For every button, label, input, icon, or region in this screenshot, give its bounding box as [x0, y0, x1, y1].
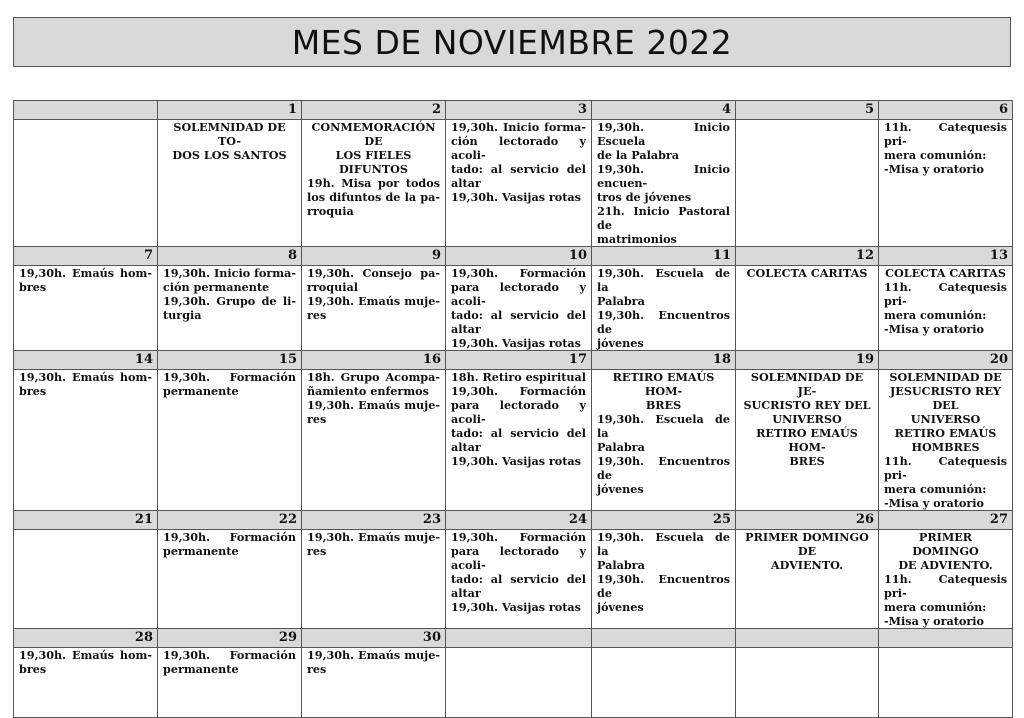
day-cell — [736, 370, 879, 511]
event-text-line: 19h. Misa por todos — [307, 176, 440, 190]
day-cell — [736, 120, 879, 247]
event-text-line: para lectorado y acoli- — [451, 544, 586, 572]
event-text-line: ADVIENTO. — [770, 558, 844, 572]
event-text-line: altar — [451, 440, 481, 454]
day-number — [446, 629, 592, 648]
day-number: 28 — [14, 629, 158, 648]
event-text-line: tado: al servicio del — [451, 426, 586, 440]
event-text-line: 19,30h. Emaús muje- — [307, 530, 440, 544]
event-text-line: altar — [451, 322, 481, 336]
day-number — [14, 101, 158, 120]
week-events-row — [14, 648, 1013, 718]
event-text-line: 19,30h. Emaús muje- — [307, 294, 440, 308]
day-cell — [736, 266, 879, 351]
event-text-line: para lectorado y acoli- — [451, 398, 586, 426]
day-cell — [446, 370, 592, 511]
day-number: 27 — [879, 511, 1013, 530]
day-number: 30 — [302, 629, 446, 648]
week-events-row — [14, 266, 1013, 351]
day-number: 7 — [14, 247, 158, 266]
event-text-line: 19,30h. Encuentros de — [597, 572, 730, 600]
day-number: 22 — [158, 511, 302, 530]
event-text-line: PRIMER DOMINGO DE — [745, 530, 869, 558]
day-cell — [879, 530, 1013, 629]
event-text-line: 19,30h. Vasijas rotas — [451, 336, 581, 350]
event-text-line: res — [307, 412, 327, 426]
event-text-line: res — [307, 662, 327, 676]
event-text-line: LOS FIELES DIFUNTOS — [335, 148, 412, 176]
day-cell — [14, 530, 158, 629]
day-cell — [302, 266, 446, 351]
day-cell — [736, 648, 879, 718]
event-text-line: Palabra — [597, 558, 645, 572]
event-text-line: ñamiento enfermos — [307, 384, 429, 398]
day-cell — [592, 370, 736, 511]
day-cell — [158, 648, 302, 718]
event-text-line: tado: al servicio del — [451, 308, 586, 322]
event-text-line: jóvenes — [597, 482, 644, 496]
day-cell — [446, 266, 592, 351]
event-text-line: 19,30h. Inicio forma- — [451, 120, 586, 134]
day-cell — [446, 120, 592, 247]
event-text-line: BRES — [789, 454, 825, 468]
event-text-line: Palabra — [597, 440, 645, 454]
event-text-line: SOLEMNIDAD DE JE- — [750, 370, 864, 398]
day-number: 2 — [302, 101, 446, 120]
day-number: 20 — [879, 351, 1013, 370]
event-text-line: UNIVERSO — [772, 412, 842, 426]
week-events-row — [14, 530, 1013, 629]
day-cell — [592, 266, 736, 351]
day-cell — [879, 648, 1013, 718]
event-text-line: 19,30h. Emaús muje- — [307, 398, 440, 412]
day-cell — [879, 120, 1013, 247]
event-text-line: 19,30h. Vasijas rotas — [451, 600, 581, 614]
week-daynumber-row — [14, 511, 1013, 530]
day-cell — [14, 648, 158, 718]
event-text-line: mera comunión: — [884, 308, 987, 322]
event-text-line: 19,30h. Emaús hom- — [19, 266, 152, 280]
event-text-line: RETIRO EMAÚS — [894, 426, 997, 440]
event-text-line: tado: al servicio del — [451, 572, 586, 586]
event-text-line: 19,30h. Vasijas rotas — [451, 190, 581, 204]
event-text-line: 19,30h. Escuela de la — [597, 266, 730, 294]
event-text-line: permanente — [163, 544, 239, 558]
event-text-line: 19,30h. Formación — [451, 384, 586, 398]
event-text-line: 19,30h. Emaús muje- — [307, 648, 440, 662]
event-text-line: DOS LOS SANTOS — [172, 148, 287, 162]
day-cell — [14, 266, 158, 351]
event-text-line: tado: al servicio del — [451, 162, 586, 176]
event-text-line: 19,30h. Grupo de li- — [163, 294, 296, 308]
day-cell — [446, 530, 592, 629]
day-number: 14 — [14, 351, 158, 370]
event-text-line: turgia — [163, 308, 202, 322]
event-text-line: 19,30h. Vasijas rotas — [451, 454, 581, 468]
event-text-line: mera comunión: — [884, 482, 987, 496]
day-number: 26 — [736, 511, 879, 530]
event-text-line: Palabra — [597, 294, 645, 308]
event-text-line: rroquia — [307, 204, 354, 218]
day-number: 11 — [592, 247, 736, 266]
day-cell — [14, 370, 158, 511]
event-text-line: 19,30h. Emaús hom- — [19, 370, 152, 384]
day-cell — [446, 648, 592, 718]
week-daynumber-row — [14, 351, 1013, 370]
event-text-line: RETIRO EMAÚS HOM- — [756, 426, 858, 454]
event-text-line: bres — [19, 280, 47, 294]
day-number: 29 — [158, 629, 302, 648]
event-text-line: 19,30h. Formación — [163, 530, 296, 544]
event-text-line: COLECTA CARITAS — [746, 266, 868, 280]
event-text-line: COLECTA CARITAS — [885, 266, 1006, 280]
day-number: 10 — [446, 247, 592, 266]
calendar-table — [13, 100, 1013, 718]
event-text-line: 19,30h. Formación — [451, 266, 586, 280]
day-number: 25 — [592, 511, 736, 530]
event-text-line: 19,30h. Inicio forma- — [163, 266, 296, 280]
day-number: 24 — [446, 511, 592, 530]
event-text-line: 19,30h. Encuentros de — [597, 308, 730, 336]
week-events-row — [14, 120, 1013, 247]
day-cell — [879, 370, 1013, 511]
event-text-line: para lectorado y acoli- — [451, 280, 586, 308]
day-number: 15 — [158, 351, 302, 370]
calendar-body — [14, 101, 1013, 718]
day-number: 13 — [879, 247, 1013, 266]
event-text-line: SOLEMNIDAD DE TO- — [173, 120, 286, 148]
event-text-line: rroquial — [307, 280, 358, 294]
event-text-line: jóvenes — [597, 600, 644, 614]
event-text-line: 19,30h. Consejo pa- — [307, 266, 440, 280]
event-text-line: matrimonios — [597, 232, 677, 246]
week-daynumber-row — [14, 629, 1013, 648]
event-text-line: 11h. Catequesis pri- — [884, 454, 1007, 482]
day-number: 23 — [302, 511, 446, 530]
day-cell — [302, 370, 446, 511]
day-number: 18 — [592, 351, 736, 370]
day-cell — [302, 120, 446, 247]
event-text-line: res — [307, 544, 327, 558]
event-text-line: CONMEMORACIÓN DE — [311, 120, 436, 148]
event-text-line: altar — [451, 176, 481, 190]
event-text-line: de la Palabra — [597, 148, 680, 162]
event-text-line: bres — [19, 662, 47, 676]
day-cell — [302, 530, 446, 629]
event-text-line: tros de jóvenes — [597, 190, 692, 204]
day-number: 19 — [736, 351, 879, 370]
day-number: 5 — [736, 101, 879, 120]
day-cell — [592, 648, 736, 718]
day-number: 3 — [446, 101, 592, 120]
event-text-line: -Misa y oratorio — [884, 162, 984, 176]
day-cell — [592, 120, 736, 247]
day-cell — [158, 120, 302, 247]
event-text-line: 18h. Retiro espiritual — [451, 370, 587, 384]
event-text-line: -Misa y oratorio — [884, 496, 984, 510]
event-text-line: UNIVERSO — [910, 412, 981, 426]
day-number: 6 — [879, 101, 1013, 120]
event-text-line: ción lectorado y acoli- — [451, 134, 586, 162]
event-text-line: 21h. Inicio Pastoral de — [597, 204, 730, 232]
day-number: 9 — [302, 247, 446, 266]
day-number — [592, 629, 736, 648]
day-number: 21 — [14, 511, 158, 530]
event-text-line: 19,30h. Formación — [163, 370, 296, 384]
week-daynumber-row — [14, 247, 1013, 266]
day-number — [879, 629, 1013, 648]
event-text-line: 11h. Catequesis pri- — [884, 280, 1007, 308]
event-text-line: jóvenes — [597, 336, 644, 350]
week-events-row — [14, 370, 1013, 511]
event-text-line: mera comunión: — [884, 600, 987, 614]
event-text-line: altar — [451, 586, 481, 600]
event-text-line: 11h. Catequesis pri- — [884, 572, 1007, 600]
event-text-line: -Misa y oratorio — [884, 322, 984, 336]
day-cell — [592, 530, 736, 629]
event-text-line: BRES — [645, 398, 682, 412]
event-text-line: SOLEMNIDAD DE — [889, 370, 1002, 384]
day-cell — [736, 530, 879, 629]
event-text-line: bres — [19, 384, 47, 398]
week-daynumber-row — [14, 101, 1013, 120]
event-text-line: 19,30h. Formación — [451, 530, 586, 544]
page-title: MES DE NOVIEMBRE 2022 — [291, 22, 733, 62]
event-text-line: mera comunión: — [884, 148, 987, 162]
day-number: 1 — [158, 101, 302, 120]
day-number — [736, 629, 879, 648]
event-text-line: 19,30h. Inicio Escuela — [597, 120, 730, 148]
day-number: 17 — [446, 351, 592, 370]
page-title-banner — [13, 17, 1011, 67]
event-text-line: los difuntos de la pa- — [307, 190, 440, 204]
day-cell — [302, 648, 446, 718]
event-text-line: SUCRISTO REY DEL — [743, 398, 871, 412]
day-cell — [14, 120, 158, 247]
event-text-line: 19,30h. Escuela de la — [597, 530, 730, 558]
event-text-line: permanente — [163, 384, 239, 398]
event-text-line: 19,30h. Escuela de la — [597, 412, 730, 440]
event-text-line: 19,30h. Formación — [163, 648, 296, 662]
event-text-line: permanente — [163, 662, 239, 676]
event-text-line: PRIMER DOMINGO — [912, 530, 979, 558]
day-number: 4 — [592, 101, 736, 120]
event-text-line: DE ADVIENTO. — [898, 558, 993, 572]
event-text-line: JESUCRISTO REY DEL — [890, 384, 1001, 412]
event-text-line: ción permanente — [163, 280, 270, 294]
day-cell — [879, 266, 1013, 351]
day-cell — [158, 266, 302, 351]
day-cell — [158, 370, 302, 511]
event-text-line: 11h. Catequesis pri- — [884, 120, 1007, 148]
event-text-line: 19,30h. Encuentros de — [597, 454, 730, 482]
day-number: 12 — [736, 247, 879, 266]
event-text-line: RETIRO EMAÚS HOM- — [612, 370, 715, 398]
event-text-line: HOMBRES — [911, 440, 980, 454]
day-number: 16 — [302, 351, 446, 370]
day-cell — [158, 530, 302, 629]
event-text-line: -Misa y oratorio — [884, 614, 984, 628]
event-text-line: 19,30h. Inicio encuen- — [597, 162, 730, 190]
event-text-line: 19,30h. Emaús hom- — [19, 648, 152, 662]
event-text-line: 18h. Grupo Acompa- — [307, 370, 440, 384]
event-text-line: res — [307, 308, 327, 322]
day-number: 8 — [158, 247, 302, 266]
